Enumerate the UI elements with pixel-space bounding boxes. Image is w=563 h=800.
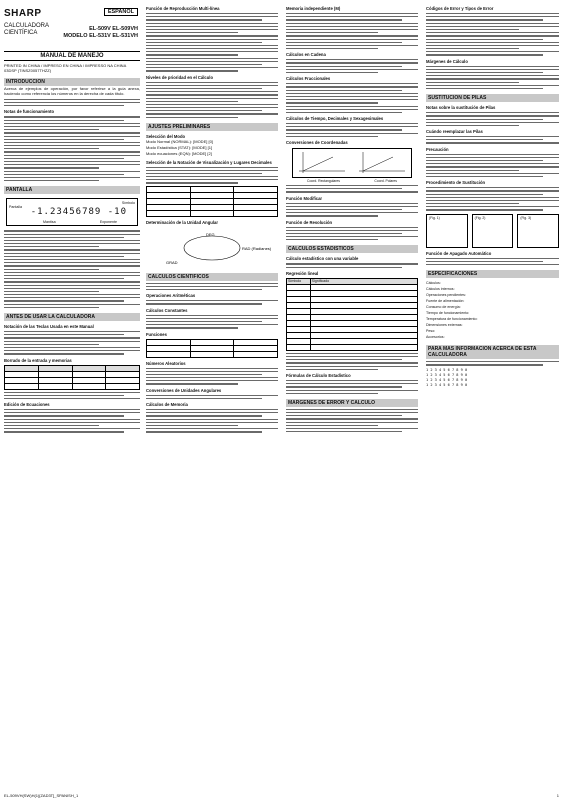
mode-line-1: Modo Normal (NORMAL): [MODE] [0] <box>146 138 213 144</box>
manual-title: MANUAL DE MANEJO <box>4 51 140 61</box>
text-block <box>4 392 140 400</box>
heading-hex: Cálculos de Tiempo, Decimales y Sexagesimales <box>286 116 384 122</box>
column-3 <box>286 0 418 784</box>
spec-row: Tiempo de funcionamiento: <box>426 311 470 316</box>
text-block <box>146 167 278 184</box>
heading-priority: Niveles de prioridad en el Cálculo <box>146 74 214 80</box>
heading-unit-conv: Conversiones de Unidades Angulares <box>146 387 222 393</box>
spec-row: Fuente de alimentación: <box>426 299 465 304</box>
angle-rad-label: RAD (Radianes) <box>242 245 272 251</box>
lcd-value: -1.23456789 -10 <box>30 207 127 218</box>
stat-table: Símbolo Significado <box>286 278 418 351</box>
heading-mode: Selección del Modo <box>146 133 186 139</box>
text-block <box>426 258 559 266</box>
text-block <box>146 82 278 118</box>
text-block <box>286 13 418 49</box>
lcd-diagram <box>6 198 138 226</box>
heading-angle: Determinación de la Unidad Angular <box>146 219 218 225</box>
text-block <box>426 66 559 90</box>
section-info: PARA MAS INFORMACION ACERCA DE ESTA CALCULADORA <box>426 345 559 359</box>
section-antes: ANTES DE USAR LA CALCULADORA <box>4 313 140 321</box>
heading-replace: Procedimiento de Sustitución <box>426 180 486 186</box>
coord-diagram <box>292 148 412 183</box>
column-4 <box>426 0 559 784</box>
heading-memory: Cálculos de Memoria <box>146 402 188 408</box>
heading-arith: Operaciones Aritméticas <box>146 293 196 299</box>
angle-deg-label: DEG <box>206 231 215 237</box>
product-line1: CALCULADORA <box>4 23 50 29</box>
mode-line-3: Modo ecuaciones (EQN): [MODE] [2] <box>146 150 212 156</box>
heading-notation: Notación de las Teclas Usada en este Manual <box>4 324 94 329</box>
text-block <box>286 380 418 394</box>
section-pantalla: PANTALLA <box>4 186 140 194</box>
setup-table <box>146 186 278 217</box>
heading-multi: Función de Reproducción Multi-línea <box>146 6 220 11</box>
spec-row: Cálculos: <box>426 281 441 286</box>
section-cientificos: CALCULOS CIENTIFICOS <box>146 273 278 281</box>
spec-row: Temperatura de funcionamiento: <box>426 317 478 322</box>
text-block <box>286 203 418 217</box>
heading-random: Números Aleatorios <box>146 360 186 366</box>
battery-figures <box>426 214 559 248</box>
text-block <box>286 185 418 193</box>
heading-edit: Edición de Ecuaciones <box>4 402 50 408</box>
column-2 <box>146 0 278 784</box>
text-block <box>426 154 559 178</box>
heading-chain: Cálculos en Cadena <box>286 52 326 58</box>
heading-clear: Borrado de la entrada y memorias <box>4 357 72 363</box>
text-block <box>4 99 140 107</box>
heading-memory-temp: Memoria independiente (M) <box>286 6 341 11</box>
spec-row: Consumo de energía: <box>426 305 461 310</box>
text-block <box>286 123 418 137</box>
text-block <box>286 83 418 113</box>
heading-solver: Función de Resolución <box>286 219 333 225</box>
battery-figure-3: (Fig. 3) <box>517 214 559 248</box>
text-block <box>146 409 278 433</box>
heading-stat-single: Cálculo estadístico con una variable <box>286 256 359 262</box>
section-ajustes: AJUSTES PRELIMINARES <box>146 123 278 131</box>
text-block <box>146 283 278 291</box>
lcd-exponente-label: Exponente <box>99 220 117 225</box>
text-block <box>426 136 559 144</box>
text-block <box>426 112 559 126</box>
battery-figure-1: (Fig. 1) <box>426 214 468 248</box>
heading-battery-notes: Notas sobre la sustitución de Pilas <box>426 105 496 111</box>
coord-rect-label: Coord. Rectangulares <box>307 179 340 183</box>
heading-notes: Notas de funcionamiento <box>4 109 55 115</box>
spec-row: Peso: <box>426 329 436 334</box>
heading-stat-formulas: Fórmulas de Cálculo Estadístico <box>286 372 351 378</box>
footer-page-number: 1 <box>556 793 559 798</box>
text-block <box>4 230 140 308</box>
intro-text: Acerca de ejemplos de operación, por favor referirse a la guía anexa, haciendo como referencia los números en la derecha de cada título. <box>4 86 140 96</box>
text-block <box>4 116 140 181</box>
heading-coord: Conversiones de Coordenadas <box>286 140 348 145</box>
language-tab: ESPAÑOL <box>104 8 138 16</box>
text-block <box>286 263 418 267</box>
text-block <box>4 409 140 433</box>
spec-list <box>426 280 559 340</box>
column-1 <box>4 0 140 784</box>
section-spec: ESPECIFICACIONES <box>426 270 559 278</box>
spec-row: Operaciones pendientes: <box>426 293 466 298</box>
text-block <box>426 187 559 211</box>
lcd-pantalla-label: Pantalla <box>9 205 22 210</box>
heading-modify: Función Modificar <box>286 195 323 201</box>
footer-file-code: EL-509VH(SW)H(1)[ZAD3T]_SPANISH_1 <box>4 793 79 798</box>
heading-fractions: Cálculos Fraccionales <box>286 76 331 82</box>
mode-line-2: Modo Estadística (STAT): [MODE] [1] <box>146 144 213 150</box>
heading-const: Cálculos Constantes <box>146 307 188 313</box>
model-line1: EL-509V EL-509VH <box>89 26 138 32</box>
angle-cycle-graphic <box>146 228 278 268</box>
heading-auto-off: Función de Apagado Automático <box>426 250 492 256</box>
section-stat: CALCULOS ESTADISTICOS <box>286 245 418 253</box>
clear-table <box>4 365 140 390</box>
text-block <box>146 315 278 329</box>
text-block <box>146 300 278 304</box>
text-block <box>286 353 418 370</box>
printed-in: PRINTED IN CHINA / IMPRESO EN CHINA / IMPRESSO NA CHINA 03DSP (TINSZ0057THZZ) <box>4 63 127 73</box>
lcd-mantisa-label: Mantisa <box>43 220 56 225</box>
text-block <box>426 361 559 365</box>
heading-errors: Códigos de Error y Tipos de Error <box>426 6 494 11</box>
coord-graphic <box>293 149 411 175</box>
model-line2: MODELO EL-531V EL-531VH <box>63 33 138 39</box>
heading-stat-linear: Regresión lineal <box>286 270 319 276</box>
lcd-simbolo-label: Símbolo <box>121 201 135 206</box>
angle-grad-label: GRAD <box>166 259 178 265</box>
battery-figure-2: (Fig. 2) <box>472 214 514 248</box>
coord-polar-label: Coord. Polares <box>374 179 397 183</box>
section-intro: INTRODUCCION <box>4 78 140 86</box>
angle-diagram <box>146 228 278 268</box>
text-block <box>146 368 278 385</box>
section-errors: MARGENES DE ERROR Y CALCULO <box>286 399 418 407</box>
text-block <box>286 227 418 241</box>
heading-ranges: Márgenes de Cálculo <box>426 58 468 64</box>
page-footer <box>4 793 559 798</box>
text-block <box>146 13 278 72</box>
text-block <box>146 395 278 399</box>
funcs-table <box>146 339 278 358</box>
spec-row: Cálculos internos: <box>426 287 455 292</box>
brand-logo: SHARP <box>4 8 42 19</box>
model-numbers <box>63 26 138 40</box>
heading-setup: Selección de la Notación de Visualización y Lugares Decimales <box>146 159 272 165</box>
heading-when: Cuándo reemplazar las Pilas <box>426 129 483 135</box>
section-battery: SUSTITUCION DE PILAS <box>426 94 559 102</box>
spec-row: Accesorios: <box>426 335 445 340</box>
heading-funcs: Funciones <box>146 331 167 337</box>
digit-strip: 1 2 3 4 5 6 7 8 9 0 1 2 3 4 5 6 7 8 9 0 1 2 3 4 5 6 7 8 9 0 1 2 3 4 5 6 7 8 9 0 <box>426 367 468 387</box>
text-block <box>286 59 418 73</box>
spec-row: Dimensiones externas: <box>426 323 463 328</box>
product-line2: CIENTÍFICA <box>4 30 38 36</box>
text-block <box>286 409 418 433</box>
heading-caution: Precaución <box>426 146 449 152</box>
text-block <box>4 331 140 355</box>
text-block <box>426 13 559 56</box>
